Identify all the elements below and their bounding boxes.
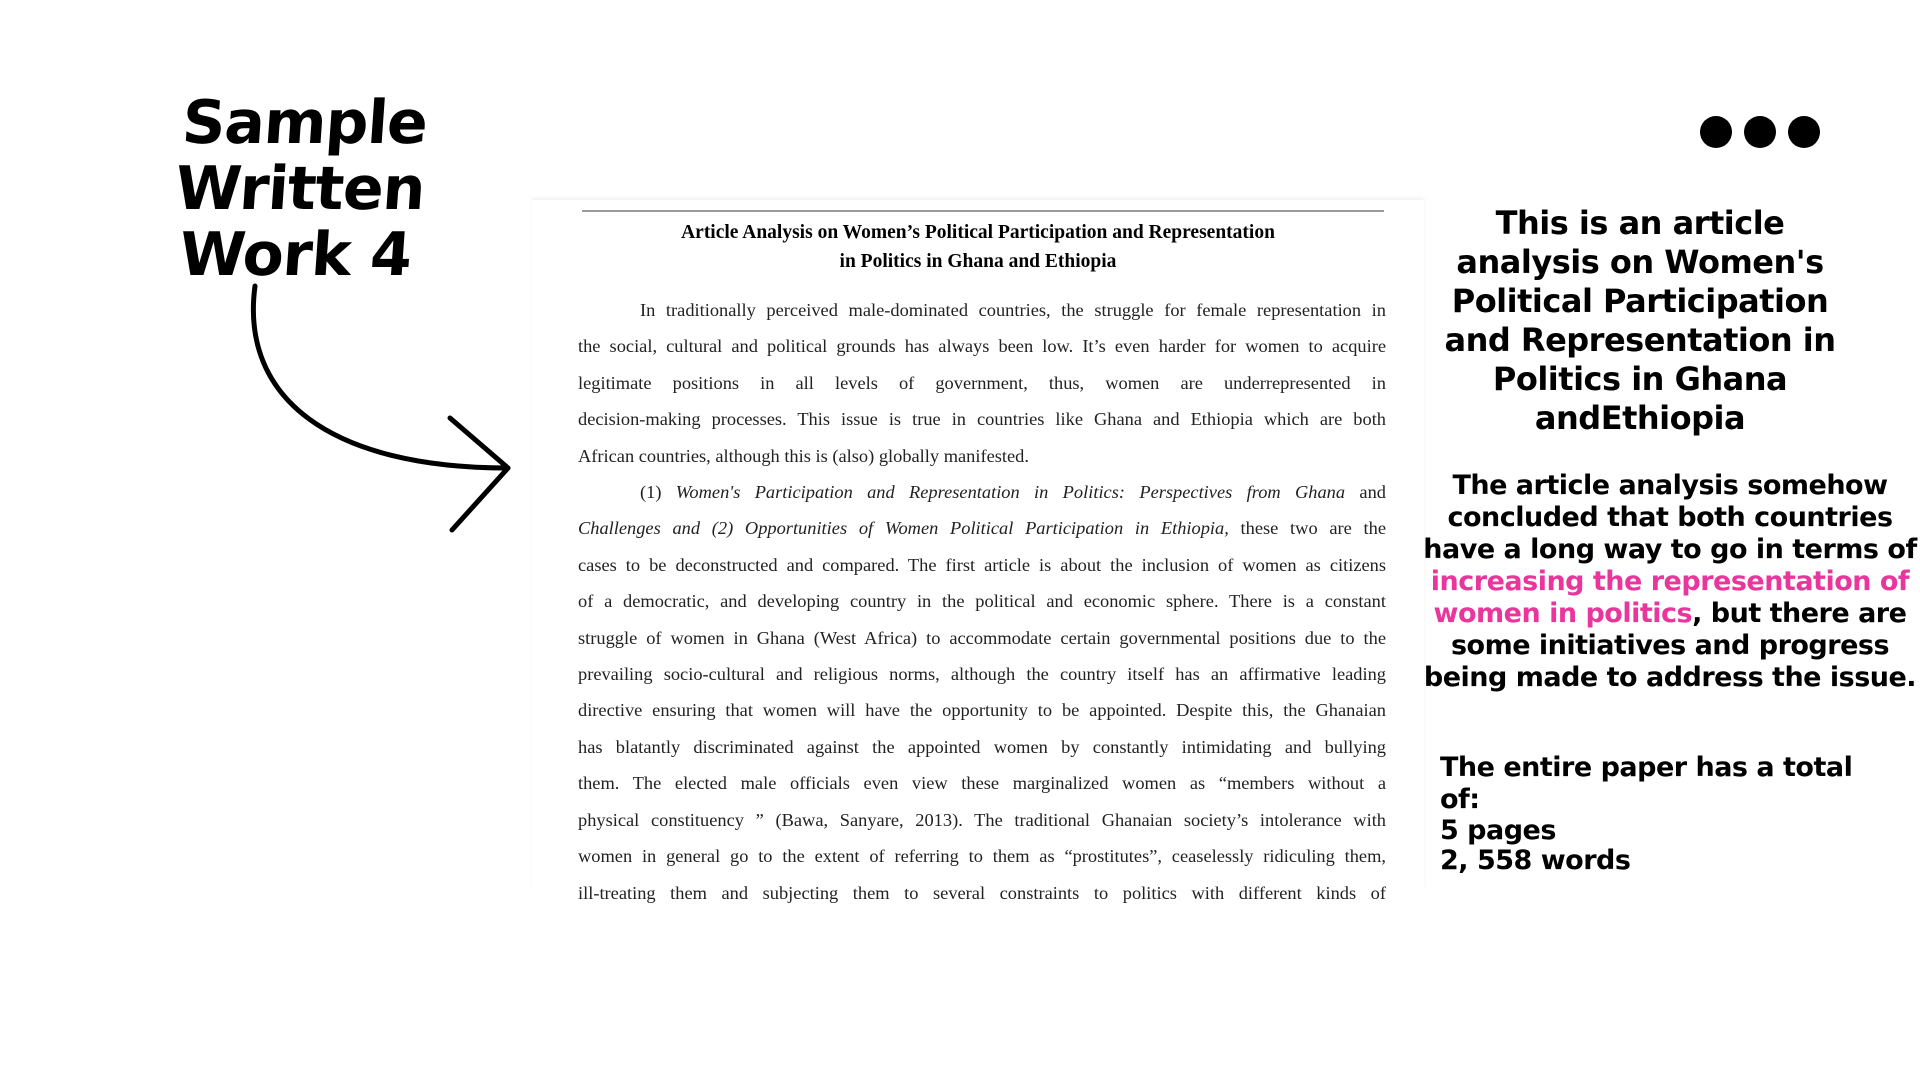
document-line: of a democratic, and developing country in the political and economic sphere. There is a constant [578, 591, 1386, 612]
curved-arrow-icon [240, 278, 530, 548]
document-line: prevailing socio-cultural and religious norms, although the country itself has an affirmative leading [578, 664, 1386, 685]
document-line-part: and [1359, 482, 1386, 503]
document-line: In traditionally perceived male-dominated countries, the struggle for female representation in [640, 300, 1386, 320]
slide-title-line-1: Sample Written [173, 88, 430, 224]
document-line: struggle of women in Ghana (West Africa) to accommodate certain governmental positions due to the [578, 627, 1386, 648]
document-line: legitimate positions in all levels of government, thus, women are underrepresented in [578, 372, 1386, 393]
conclusion-highlight: increasing the representation of women in politics [1430, 566, 1910, 629]
article-intro-note: This is an article analysis on Women's Political Participation and Representation in Politics in Ghana andEthiopia [1444, 204, 1836, 437]
slide-title [53, 90, 547, 288]
document-line: decision-making processes. This issue is true in countries like Ghana and Ethiopia which are both [578, 409, 1386, 430]
document-line: physical constituency ” (Bawa, Sanyare, 2013). The traditional Ghanaian society’s intolerance with [578, 809, 1386, 830]
document-line: women in general go to the extent of referring to them as “prostitutes”, ceaselessly ridiculing them, [578, 846, 1386, 867]
word-count: 2, 558 words [1440, 845, 1631, 876]
document-heading-line-1: Article Analysis on Women’s Political Participation and Representation [681, 222, 1275, 243]
document-line: directive ensuring that women will have the opportunity to be appointed. Despite this, the Ghanaian [578, 700, 1386, 721]
conclusion-text: , but there are some initiatives and progress being made to address the issue. [1423, 598, 1917, 693]
document-italic-title: Challenges and (2) Opportunities of Women Political Participation in Ethiopia, [578, 518, 1229, 539]
document-line: the social, cultural and political grounds has always been low. It’s even harder for women to acquire [578, 336, 1386, 357]
document-heading [572, 218, 1384, 276]
paper-stats [1440, 816, 1860, 876]
dot [1744, 116, 1776, 148]
dot [1788, 116, 1820, 148]
document-italic-title: Women's Participation and Representation in Politics: Perspectives from Ghana [675, 482, 1346, 503]
document-heading-line-2: in Politics in Ghana and Ethiopia [839, 251, 1117, 272]
ellipsis-icon [1700, 116, 1820, 148]
document-top-rule [582, 210, 1384, 212]
conclusion-text: The article analysis somehow concluded that both countries have a long way to go in terms of [1423, 470, 1917, 565]
document-line [578, 510, 1386, 546]
document-line: has blatantly discriminated against the appointed women by constantly intimidating and bullying [578, 736, 1386, 757]
document-line-part: (1) [640, 482, 662, 503]
document-line: African countries, although this is (also) globally manifested. [578, 445, 1029, 466]
document-line: cases to be deconstructed and compared. The first article is about the inclusion of women as citizens [578, 554, 1386, 575]
document-excerpt [532, 200, 1424, 903]
slide-title-line-2: Work 4 [177, 220, 414, 290]
paper-total-label: The entire paper has a total of: [1440, 752, 1853, 815]
document-line [578, 474, 1386, 510]
dot [1700, 116, 1732, 148]
document-line-part: these two are the [1240, 518, 1386, 539]
document-body [578, 292, 1386, 911]
page-count: 5 pages [1440, 815, 1556, 846]
document-line: ill-treating them and subjecting them to several constraints to politics with different kinds of [578, 882, 1386, 903]
document-line: them. The elected male officials even view these marginalized women as “members without a [578, 773, 1386, 794]
article-conclusion-note [1420, 470, 1920, 694]
